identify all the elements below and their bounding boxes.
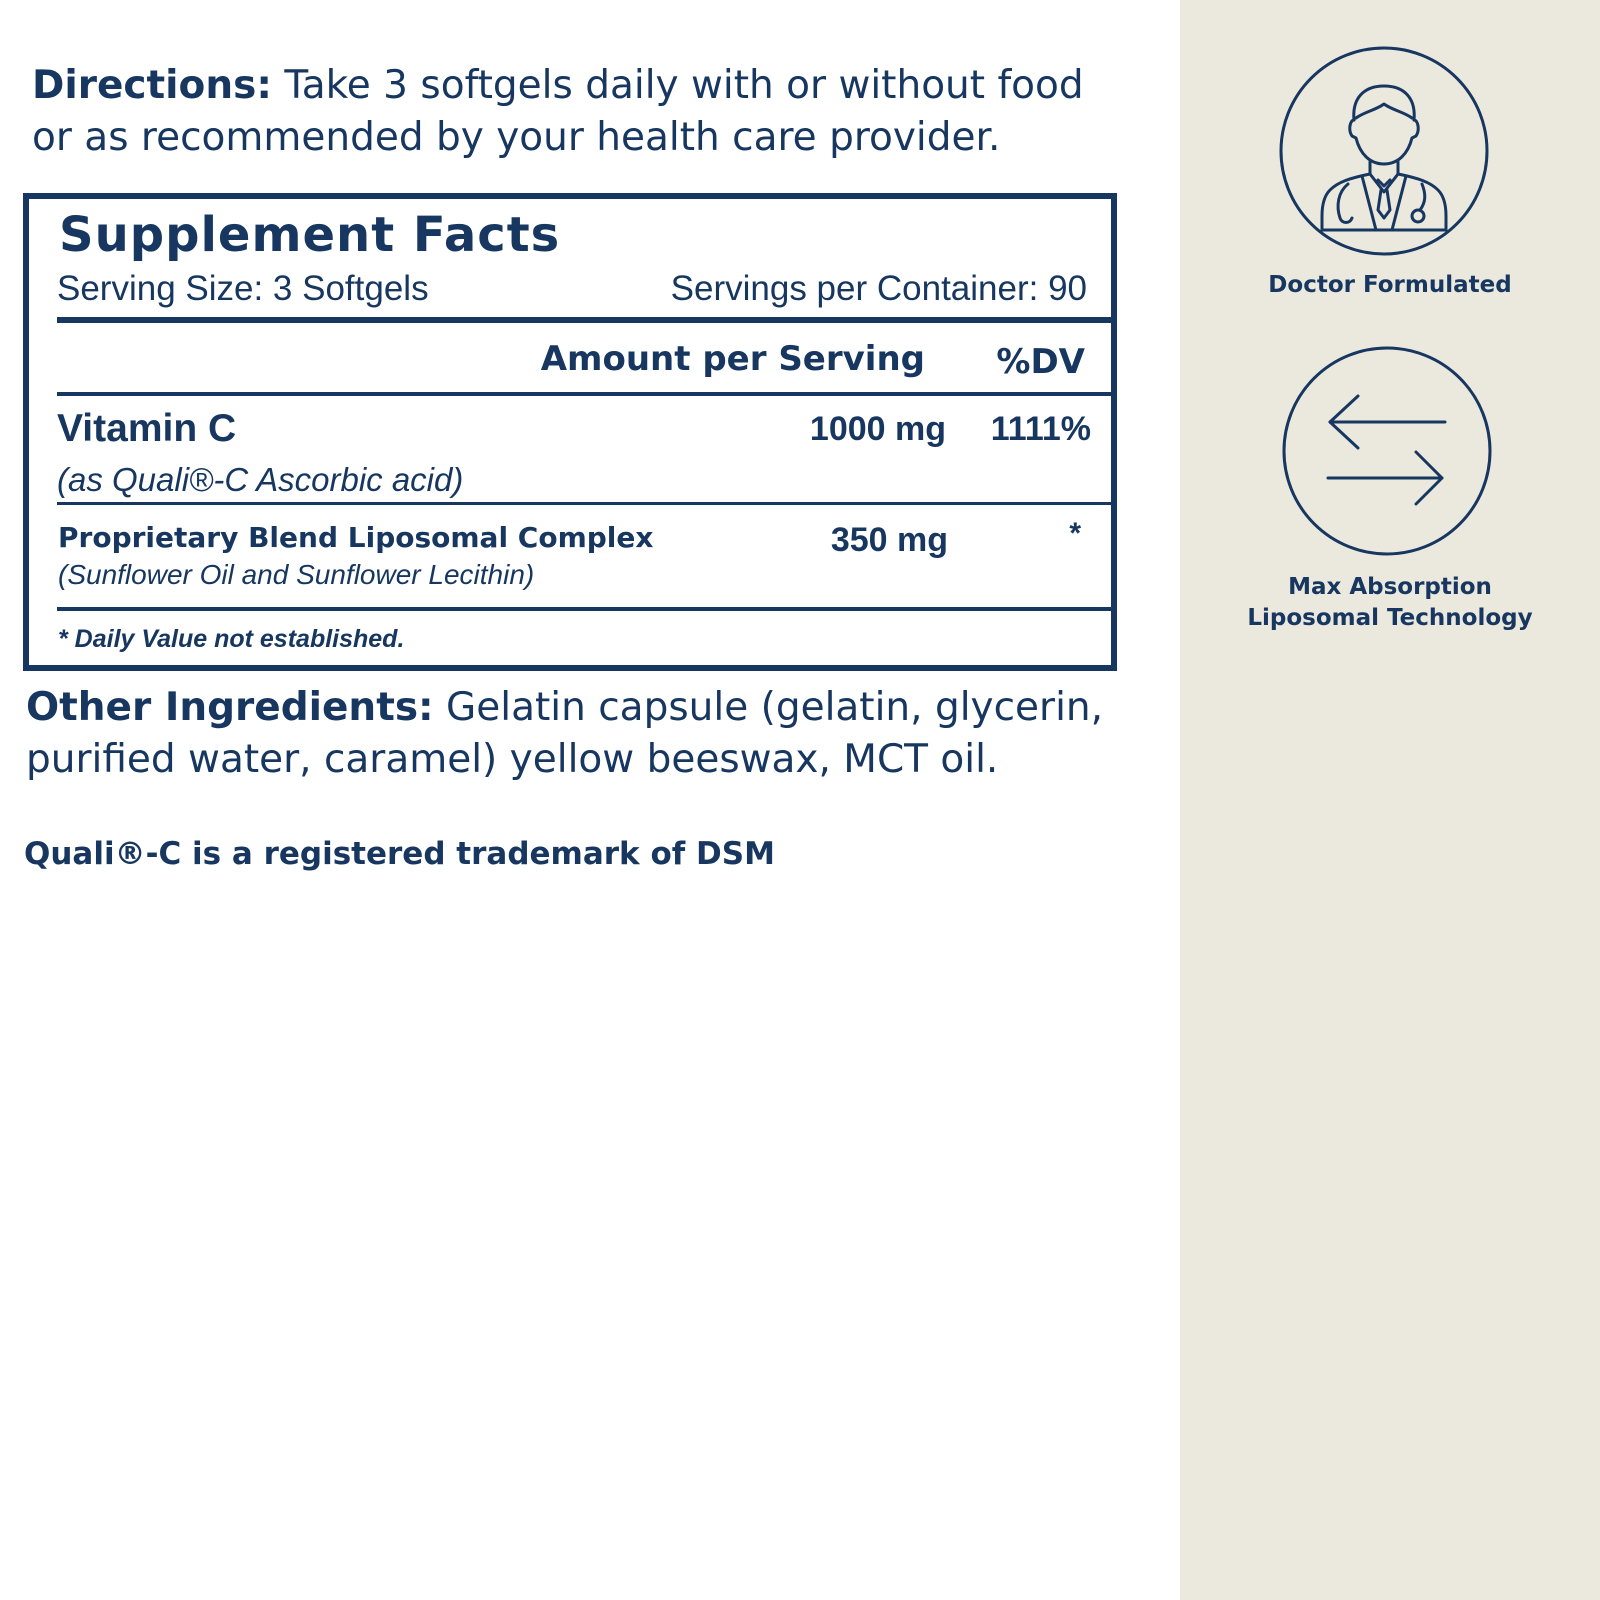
supplement-facts-panel bbox=[23, 193, 1117, 671]
servings-per-container: Servings per Container: 90 bbox=[670, 269, 1087, 308]
nutrient-amount: 1000 mg bbox=[809, 410, 946, 448]
doctor-icon bbox=[1180, 40, 1600, 260]
directions-label: Directions: bbox=[32, 63, 272, 108]
header-amount-per-serving: Amount per Serving bbox=[540, 339, 925, 379]
other-ingredients-label: Other Ingredients: bbox=[26, 685, 434, 730]
nutrient-name: Vitamin C bbox=[57, 407, 237, 450]
footer-divider bbox=[57, 607, 1111, 611]
exchange-arrows-icon bbox=[1180, 340, 1600, 560]
max-absorption-badge bbox=[1180, 340, 1600, 640]
blend-dv: * bbox=[1069, 517, 1081, 550]
max-absorption-line1: Max Absorption bbox=[1288, 574, 1492, 600]
row-divider bbox=[57, 502, 1111, 505]
thick-divider bbox=[57, 317, 1111, 323]
doctor-formulated-badge bbox=[1180, 40, 1600, 310]
blend-source: (Sunflower Oil and Sunflower Lecithin) bbox=[58, 559, 535, 590]
directions-body: Take 3 softgels daily with or without food or as recommended by your health care provider. bbox=[32, 63, 1084, 160]
trademark-notice: Quali®-C is a registered trademark of DSM bbox=[24, 836, 775, 872]
max-absorption-line2: Liposomal Technology bbox=[1247, 605, 1533, 631]
blend-amount: 350 mg bbox=[830, 521, 948, 559]
daily-value-footnote: * Daily Value not established. bbox=[58, 625, 405, 653]
supplement-facts-title: Supplement Facts bbox=[59, 207, 561, 263]
header-divider bbox=[57, 392, 1111, 396]
nutrient-source: (as Quali®-C Ascorbic acid) bbox=[57, 461, 464, 498]
directions-text bbox=[32, 60, 1132, 164]
header-dv: %DV bbox=[996, 342, 1085, 382]
blend-name: Proprietary Blend Liposomal Complex bbox=[58, 521, 654, 554]
other-ingredients-body: Gelatin capsule (gelatin, glycerin, purified water, caramel) yellow beeswax, MCT oil. bbox=[26, 685, 1104, 782]
max-absorption-label bbox=[1180, 572, 1600, 634]
other-ingredients-text bbox=[26, 682, 1146, 786]
serving-size: Serving Size: 3 Softgels bbox=[57, 269, 429, 308]
doctor-formulated-label: Doctor Formulated bbox=[1268, 272, 1512, 298]
nutrient-dv: 1111% bbox=[990, 410, 1091, 448]
